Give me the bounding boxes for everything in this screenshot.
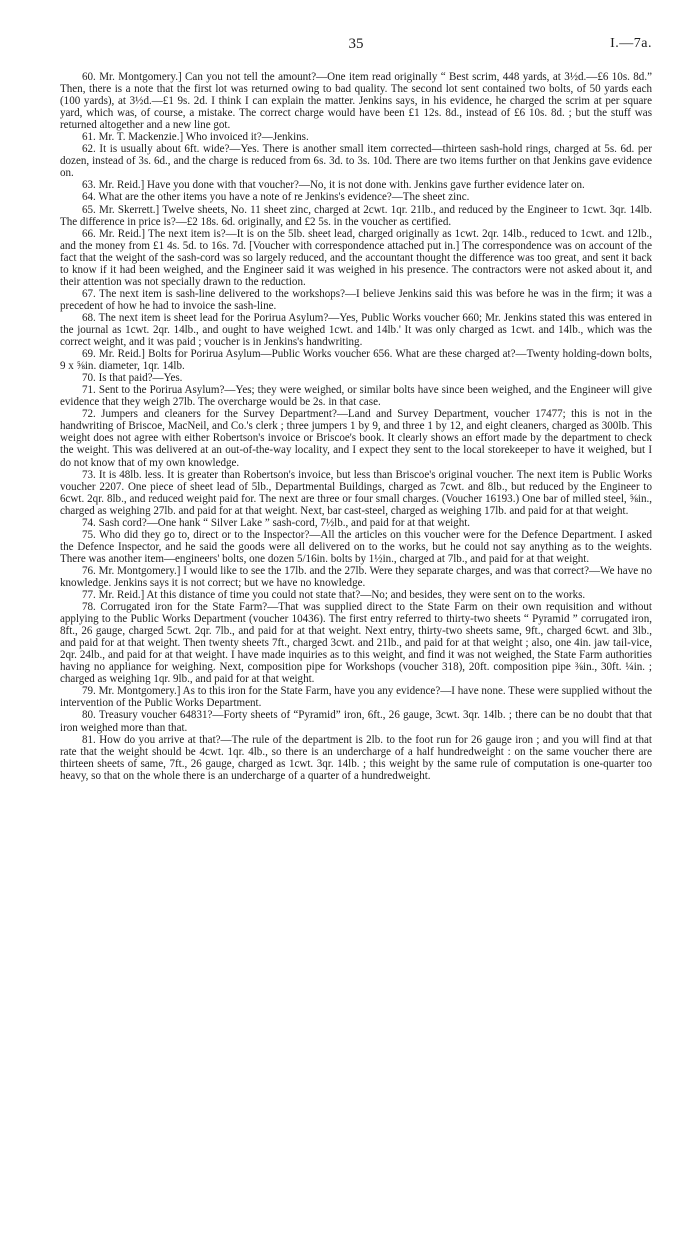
testimony-paragraph: 76. Mr. Montgomery.] I would like to see the 17lb. and the 27lb. Were they separate charges, and was that correct?—We have no knowledge. Jenkins says it is not correct; but we have no knowledge. [60,564,652,589]
testimony-paragraph: 65. Mr. Skerrett.] Twelve sheets, No. 11 sheet zinc, charged at 2cwt. 1qr. 21lb., and reduced by the Engineer to 1cwt. 3qr. 14lb. The difference in price is?—£2 18s. 6d. originally, and £2 5s. in the voucher as certified. [60,203,652,228]
testimony-paragraph: 80. Treasury voucher 64831?—Forty sheets of “Pyramid” iron, 6ft., 26 gauge, 3cwt. 3qr. 14lb. ; there can be no doubt that that iron weighed more than that. [60,709,652,734]
testimony-paragraph: 60. Mr. Montgomery.] Can you not tell the amount?—One item read originally “ Best scrim, 448 yards, at 3½d.—£6 10s. 8d.” Then, there is a note that the first lot was returned owing to bad quality. The second lot sent contained two bolts, of 50 yards each (100 yards), at 3½d.—£1 9s. 2d. I think I can explain the matter. Jenkins says, in his evidence, he charged the scrim at per square yard, which was, of course, a mistake. The correct charge would have been £1 12s. 8d., instead of £6 10s. 8d. ; but the stuff was returned altogether and a new line got. [60,71,652,132]
testimony-paragraph: 64. What are the other items you have a note of re Jenkins's evidence?—The sheet zinc. [82,191,470,204]
testimony-paragraph: 66. Mr. Reid.] The next item is?—It is on the 5lb. sheet lead, charged originally as 1cwt. 2qr. 14lb., reduced to 1cwt. and 12lb., and the money from £1 4s. 5d. to 16s. 7d. [Voucher with correspondence attached put in.] The correspondence was on account of the fact that the weight of the sash-cord was so largely reduced, and the accountant thought the difference was too great, and sent it back to know if it had been weighed, and the Engineer said it was weighed in his presence. The contractors were not asked about it, and their attention was not specially drawn to the reduction. [60,227,652,288]
page-number: 35 [348,36,364,52]
testimony-paragraph: 62. It is usually about 6ft. wide?—Yes. There is another small item corrected—thirteen sash-hold rings, charged at 5s. 6d. per dozen, instead of 3s. 6d., and the charge is reduced from 6s. 3d. to 3s. 10d. There are two items further on that Jenkins gave evidence on. [60,143,652,180]
testimony-paragraph: 69. Mr. Reid.] Bolts for Porirua Asylum—Public Works voucher 656. What are these charged at?—Twenty holding-down bolts, 9 x ⅝in. diameter, 1qr. 14lb. [60,348,652,373]
testimony-paragraph: 81. How do you arrive at that?—The rule of the department is 2lb. to the foot run for 26 gauge iron ; and you will find at that rate that the weight should be 4cwt. 1qr. 4lb., so there is an undercharge of a half hundredweight : on the same voucher there are thirteen sheets of same, 7ft., 26 gauge, charged as 1cwt. 3qr. 14lb. ; this weight by the same rule of computation is one-quarter too heavy, so that on the whole there is an undercharge of a quarter of a hundredweight. [60,733,652,782]
testimony-paragraph: 70. Is that paid?—Yes. [82,372,183,385]
testimony-paragraph: 63. Mr. Reid.] Have you done with that voucher?—No, it is not done with. Jenkins gave further evidence later on. [82,179,585,192]
testimony-paragraph: 74. Sash cord?—One hank “ Silver Lake ” sash-cord, 7½lb., and paid for at that weight. [82,516,471,529]
testimony-paragraph: 61. Mr. T. Mackenzie.] Who invoiced it?—Jenkins. [82,131,309,144]
testimony-paragraph: 72. Jumpers and cleaners for the Survey Department?—Land and Survey Department, voucher 17477; this is not in the handwriting of Briscoe, MacNeil, and Co.'s clerk ; three jumpers 1 by 9, and three 1 by 12, and eight cleaners, charged as 300lb. This weight does not agree with either Robertson's invoice or Briscoe's book. It clearly shows an effort made by the department to check the weight. This was delivered at an out-of-the-way locality, and I expect they sent to the local storekeeper to have it weighed, but I do not know that of my own knowledge. [60,408,652,469]
testimony-paragraph: 68. The next item is sheet lead for the Porirua Asylum?—Yes, Public Works voucher 660; Mr. Jenkins stated this was entered in the journal as 1cwt. 2qr. 14lb., and ought to have weighed 1cwt. and 14lb.' It was only charged as 1cwt. and 14lb., which was the correct weight, and it was paid ; voucher is in Jenkins's handwriting. [60,311,652,349]
testimony-paragraph: 77. Mr. Reid.] At this distance of time you could not state that?—No; and besides, they were sent on to the works. [82,589,586,602]
testimony-paragraph: 71. Sent to the Porirua Asylum?—Yes; they were weighed, or similar bolts have since been weighed, and the Engineer will give evidence that they weigh 27lb. The overcharge would be 2s. in that case. [60,384,652,409]
page-header [60,36,652,64]
testimony-paragraph: 73. It is 48lb. less. It is greater than Robertson's invoice, but less than Briscoe's original voucher. The next item is Public Works voucher 2207. One piece of sheet lead of 5lb., Departmental Buildings, charged as 7cwt. and 8lb., but reduced by the Engineer to 6cwt. 2qr. 8lb., and reduced weight paid for. The next are three or four small charges. (Voucher 16193.) One bar of milled steel, ⅝in., charged as weighing 27lb. and paid for at that weight. Next, bar cast-steel, charged as weighing 17lb. and paid for at that weight. [60,468,652,517]
testimony-paragraph: 67. The next item is sash-line delivered to the workshops?—I believe Jenkins said this was before he was in the firm; it was a precedent of how he had to invoice the sash-line. [60,287,652,312]
testimony-paragraph: 78. Corrugated iron for the State Farm?—That was supplied direct to the State Farm on their own requisition and without applying to the Public Works Department (voucher 10436). The first entry referred to thirty-two sheets “ Pyramid ” corrugated iron, 8ft., 26 gauge, charged 5cwt. 2qr. 7lb., and paid for at that weight. Next entry, thirty-two sheets same, 9ft., charged 6cwt. and 3lb., and paid for at that weight. Then twenty sheets 7ft., charged 3cwt. and 21lb., and paid for at that weight ; also, one 4in. jaw tail-vice, 2qr. 24lb., and paid for at that weight. I have made inquiries as to this weight, and find it was not weighed, the State Farm authorities having no appliance for weighing. Next, composition pipe for Workshops (voucher 318), 20ft. composition pipe ⅜in., 30ft. ¼in. ; charged as weighing 1qr. 9lb., and paid for at that weight. [60,601,652,686]
testimony-paragraph: 79. Mr. Montgomery.] As to this iron for the State Farm, have you any evidence?—I have none. These were supplied without the intervention of the Public Works Department. [60,685,652,710]
document-body [60,71,652,782]
document-reference: I.—7a. [610,36,652,51]
testimony-paragraph: 75. Who did they go to, direct or to the Inspector?—All the articles on this voucher were for the Defence Department. I asked the Defence Inspector, and he said the goods were all delivered on to the works, but he could not say anything as to the weights. There was another item—engineers' bolts, one dozen 5/16in. bolts by 1½in., charged at 7lb., and paid for at that weight. [60,528,652,565]
